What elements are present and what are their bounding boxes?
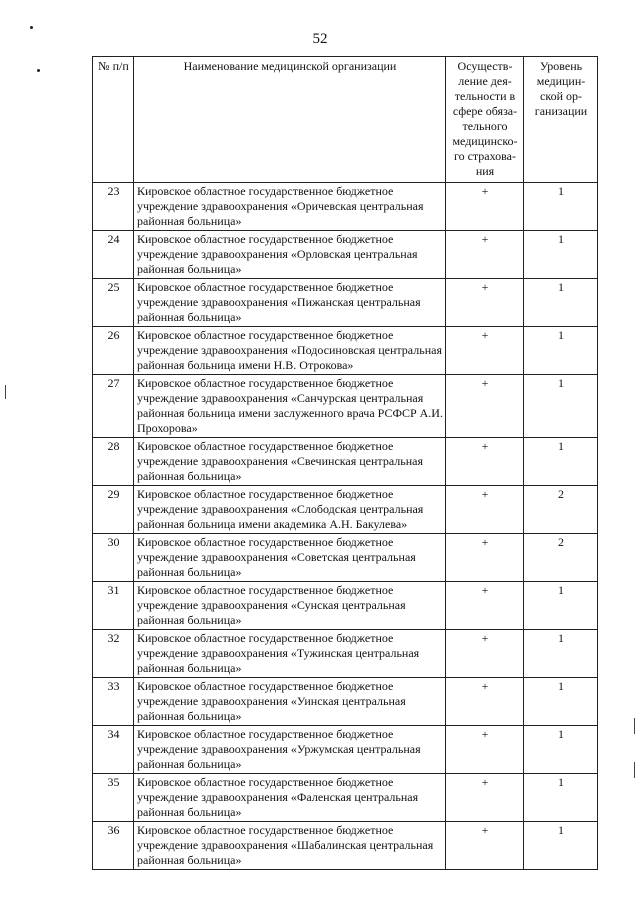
- header-level: Уровень медицин-ской ор-ганизации: [524, 57, 598, 183]
- row-number: 32: [93, 630, 134, 678]
- row-organization-name: Кировское областное государственное бюджетное учреждение здравоохранения «Слободская центральная районная больница имени академика А.Н. Бакулева»: [134, 486, 446, 534]
- scan-mark-right-1: [634, 718, 635, 734]
- row-oms-mark: +: [446, 438, 524, 486]
- row-level: 1: [524, 327, 598, 375]
- row-oms-mark: +: [446, 231, 524, 279]
- row-oms-mark: +: [446, 327, 524, 375]
- row-organization-name: Кировское областное государственное бюджетное учреждение здравоохранения «Санчурская центральная районная больница имени заслуженного врача РСФСР А.И. Прохорова»: [134, 375, 446, 438]
- header-num: № п/п: [93, 57, 134, 183]
- row-number: 30: [93, 534, 134, 582]
- table-header-row: [93, 57, 598, 183]
- row-level: 1: [524, 822, 598, 870]
- row-number: 35: [93, 774, 134, 822]
- scan-dot-2: [37, 69, 40, 72]
- scan-mark-left: [5, 385, 6, 399]
- table-row: [93, 486, 598, 534]
- row-organization-name: Кировское областное государственное бюджетное учреждение здравоохранения «Тужинская центральная районная больница»: [134, 630, 446, 678]
- row-oms-mark: +: [446, 726, 524, 774]
- row-level: 1: [524, 231, 598, 279]
- row-level: 1: [524, 375, 598, 438]
- row-number: 34: [93, 726, 134, 774]
- row-oms-mark: +: [446, 822, 524, 870]
- row-number: 24: [93, 231, 134, 279]
- table-row: [93, 726, 598, 774]
- row-level: 1: [524, 726, 598, 774]
- row-number: 27: [93, 375, 134, 438]
- row-oms-mark: +: [446, 630, 524, 678]
- table-row: [93, 678, 598, 726]
- row-organization-name: Кировское областное государственное бюджетное учреждение здравоохранения «Советская центральная районная больница»: [134, 534, 446, 582]
- table-row: [93, 438, 598, 486]
- row-oms-mark: +: [446, 678, 524, 726]
- scan-dot-1: [30, 26, 33, 29]
- row-oms-mark: +: [446, 486, 524, 534]
- row-organization-name: Кировское областное государственное бюджетное учреждение здравоохранения «Шабалинская центральная районная больница»: [134, 822, 446, 870]
- row-organization-name: Кировское областное государственное бюджетное учреждение здравоохранения «Оричевская центральная районная больница»: [134, 183, 446, 231]
- row-number: 26: [93, 327, 134, 375]
- header-oms-label: Осуществ-ление дея-тельности в сфере обяза-тельного медицинско-го страхова-ния: [452, 59, 518, 178]
- table-row: [93, 774, 598, 822]
- header-oms: [446, 57, 524, 183]
- row-organization-name: Кировское областное государственное бюджетное учреждение здравоохранения «Уржумская центральная районная больница»: [134, 726, 446, 774]
- row-organization-name: Кировское областное государственное бюджетное учреждение здравоохранения «Свечинская центральная районная больница»: [134, 438, 446, 486]
- row-level: 1: [524, 774, 598, 822]
- row-organization-name: Кировское областное государственное бюджетное учреждение здравоохранения «Сунская центральная районная больница»: [134, 582, 446, 630]
- row-oms-mark: +: [446, 774, 524, 822]
- table-row: [93, 534, 598, 582]
- table-row: [93, 582, 598, 630]
- row-number: 23: [93, 183, 134, 231]
- row-level: 1: [524, 183, 598, 231]
- row-level: 1: [524, 279, 598, 327]
- table-row: [93, 279, 598, 327]
- row-level: 1: [524, 582, 598, 630]
- table-row: [93, 327, 598, 375]
- row-level: 1: [524, 630, 598, 678]
- row-level: 2: [524, 486, 598, 534]
- row-number: 29: [93, 486, 134, 534]
- row-organization-name: Кировское областное государственное бюджетное учреждение здравоохранения «Орловская центральная районная больница»: [134, 231, 446, 279]
- table-row: [93, 630, 598, 678]
- row-organization-name: Кировское областное государственное бюджетное учреждение здравоохранения «Уинская центральная районная больница»: [134, 678, 446, 726]
- table-body: [93, 183, 598, 870]
- row-oms-mark: +: [446, 534, 524, 582]
- scan-mark-right-2: [634, 762, 635, 778]
- row-oms-mark: +: [446, 582, 524, 630]
- table-row: [93, 822, 598, 870]
- row-level: 1: [524, 438, 598, 486]
- row-level: 2: [524, 534, 598, 582]
- table-row: [93, 183, 598, 231]
- row-organization-name: Кировское областное государственное бюджетное учреждение здравоохранения «Подосиновская центральная районная больница имени Н.В. Отрокова»: [134, 327, 446, 375]
- header-name: Наименование медицинской организации: [134, 57, 446, 183]
- table-row: [93, 231, 598, 279]
- row-oms-mark: +: [446, 279, 524, 327]
- row-number: 33: [93, 678, 134, 726]
- row-number: 31: [93, 582, 134, 630]
- row-organization-name: Кировское областное государственное бюджетное учреждение здравоохранения «Фаленская центральная районная больница»: [134, 774, 446, 822]
- row-oms-mark: +: [446, 183, 524, 231]
- row-oms-mark: +: [446, 375, 524, 438]
- row-organization-name: Кировское областное государственное бюджетное учреждение здравоохранения «Пижанская центральная районная больница»: [134, 279, 446, 327]
- medical-organizations-table: [92, 56, 598, 870]
- row-number: 28: [93, 438, 134, 486]
- page-number: 52: [312, 31, 328, 47]
- row-number: 25: [93, 279, 134, 327]
- row-number: 36: [93, 822, 134, 870]
- row-level: 1: [524, 678, 598, 726]
- table-row: [93, 375, 598, 438]
